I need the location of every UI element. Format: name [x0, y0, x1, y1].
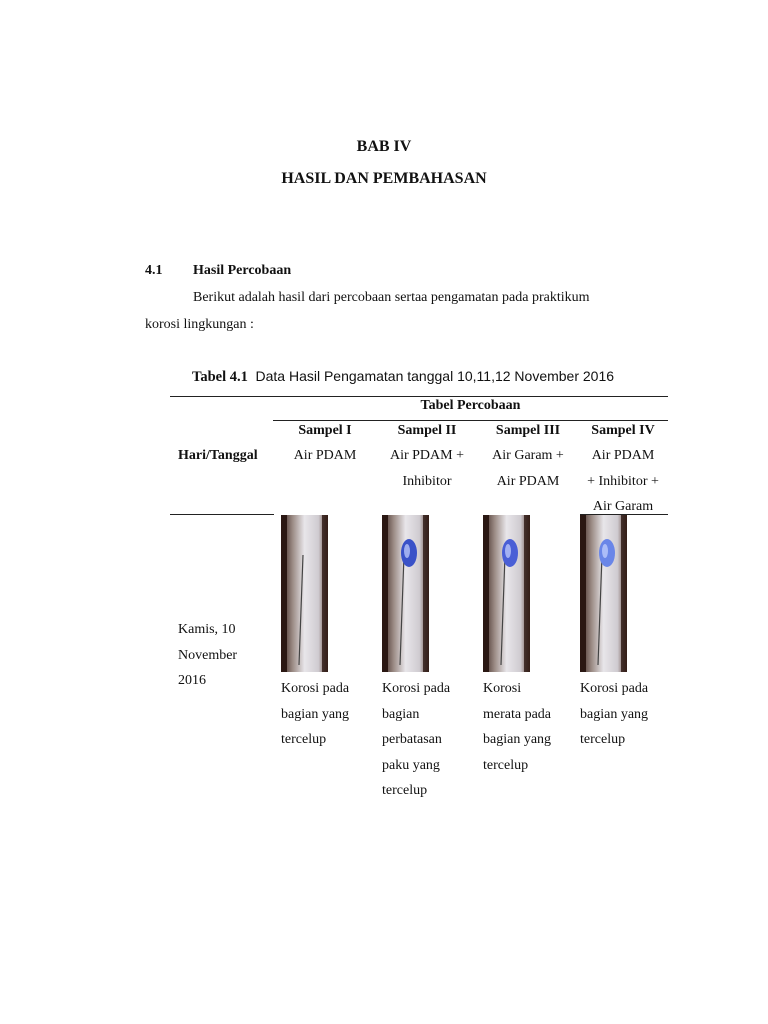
paragraph-line: Berikut adalah hasil dari percobaan sertaa pengamatan pada praktikum [193, 290, 590, 305]
table-group-header: Tabel Percobaan [420, 398, 521, 413]
observation-line: bagian yang [580, 706, 649, 722]
section-title: Hasil Percobaan [193, 263, 292, 278]
column-header-desc [274, 443, 376, 469]
observation-line: tercelup [382, 783, 428, 798]
nail-in-water-photo [281, 515, 328, 672]
table-caption-text: Data Hasil Pengamatan tanggal 10,11,12 November 2016 [255, 368, 615, 384]
row-header: Hari/Tanggal [178, 448, 258, 463]
observation-line: tercelup [580, 732, 626, 747]
column-header-desc [578, 443, 668, 520]
observation-cell [281, 676, 349, 753]
date-line: November [178, 647, 238, 663]
column-header-desc-line: Air PDAM [496, 473, 560, 489]
chapter-title: HASIL DAN PEMBAHASAN [281, 170, 487, 187]
nail-in-water-photo [580, 515, 627, 672]
observation-line: tercelup [281, 732, 327, 747]
observation-line: merata pada [483, 706, 552, 722]
observation-line: Korosi pada [382, 681, 451, 696]
date-line: Kamis, 10 [178, 622, 236, 637]
column-header-desc-line: Air Garam + [492, 448, 564, 463]
column-header-name: Sampel II [397, 423, 457, 438]
column-header-desc-line: Air Garam [592, 499, 654, 514]
observation-line: Korosi [483, 681, 522, 696]
paragraph-line: korosi lingkungan : [145, 317, 254, 332]
observation-line: bagian [382, 706, 420, 722]
chapter-number: BAB IV [356, 138, 412, 155]
date-line: 2016 [178, 673, 206, 688]
column-header-desc-line: Air PDAM + [389, 448, 464, 463]
column-header-desc-line: Inhibitor [402, 473, 452, 489]
column-header-name: Sampel I [298, 423, 352, 438]
observation-line: paku yang [382, 757, 440, 773]
column-header-desc-line: Air PDAM [591, 448, 655, 463]
column-header-desc-line: Air PDAM [293, 448, 357, 463]
column-header-desc [478, 443, 578, 494]
nail-in-water-photo [483, 515, 530, 672]
row-date [178, 617, 237, 694]
observation-line: Korosi pada [580, 681, 649, 696]
observation-line: tercelup [483, 757, 529, 773]
table-header-rule-left [170, 514, 274, 515]
column-header-desc-line: + Inhibitor + [587, 473, 659, 489]
observation-line: perbatasan [382, 732, 442, 747]
column-header-desc [376, 443, 478, 494]
observation-cell [483, 676, 551, 778]
column-header-name: Sampel III [495, 423, 561, 438]
section-number: 4.1 [145, 263, 163, 278]
observation-cell [382, 676, 450, 804]
table-caption-label: Tabel 4.1 [192, 369, 248, 385]
nail-in-water-photo [382, 515, 429, 672]
observation-line: bagian yang [483, 732, 552, 747]
table-caption [192, 368, 614, 386]
observation-cell [580, 676, 648, 753]
column-header-name: Sampel IV [591, 423, 655, 438]
observation-line: bagian yang [281, 706, 350, 722]
observation-line: Korosi pada [281, 681, 350, 696]
